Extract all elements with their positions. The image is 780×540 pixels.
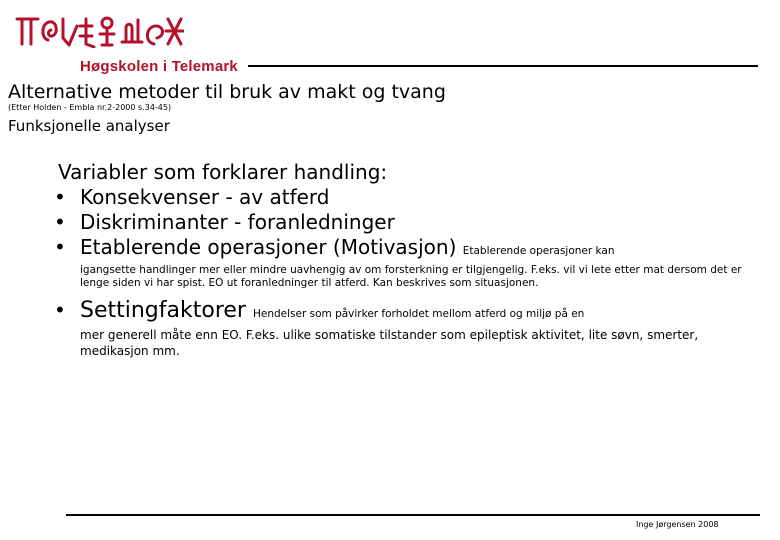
list-item-note-inline: Etablerende operasjoner kan [462,245,615,257]
intro-text: Variabler som forklarer handling: [58,160,388,184]
bullet-icon: • [54,298,66,322]
list-item [52,235,742,290]
footer-author: Inge Jørgensen 2008 [636,520,719,529]
slide-title: Alternative metoder til bruk av makt og tvang [8,81,446,103]
header-rule [248,65,758,67]
slide-body [52,160,742,361]
bullet-icon: • [54,185,66,209]
list-item-label: Settingfaktorer [80,298,246,323]
list-item [52,298,742,359]
list-item-label: Diskriminanter - foranledninger [80,210,395,234]
list-item-note-inline: Hendelser som påvirker forholdet mellom atferd og miljø på en [252,308,585,320]
rune-symbols-icon [14,14,184,48]
bullet-icon: • [54,235,66,259]
bullet-list [52,185,742,359]
list-item [52,210,742,235]
list-item-label: Etablerende operasjoner (Motivasjon) [80,235,457,259]
institution-name: Høgskolen i Telemark [80,58,238,75]
institution-logo [14,14,238,75]
list-item-note: igangsette handlinger mer eller mindre uavhengig av om forsterkning er tilgjengelig. F.eks. vil vi lete etter mat dersom det er lenge siden vi har spist. EO ut foranledninger til atferd. Kan beskrives som situasjonen. [80,264,742,289]
footer-rule [66,514,760,516]
slide-subtitle: Funksjonelle analyser [8,117,170,135]
list-item-label: Konsekvenser - av atferd [80,185,330,209]
bullet-icon: • [54,210,66,234]
list-item [52,185,742,210]
source-citation: (Etter Holden - Embla nr.2-2000 s.34-45) [8,103,172,112]
list-item-note: mer generell måte enn EO. F.eks. ulike somatiske tilstander som epileptisk aktivitet, lite søvn, smerter, medikasjon mm. [80,328,699,358]
